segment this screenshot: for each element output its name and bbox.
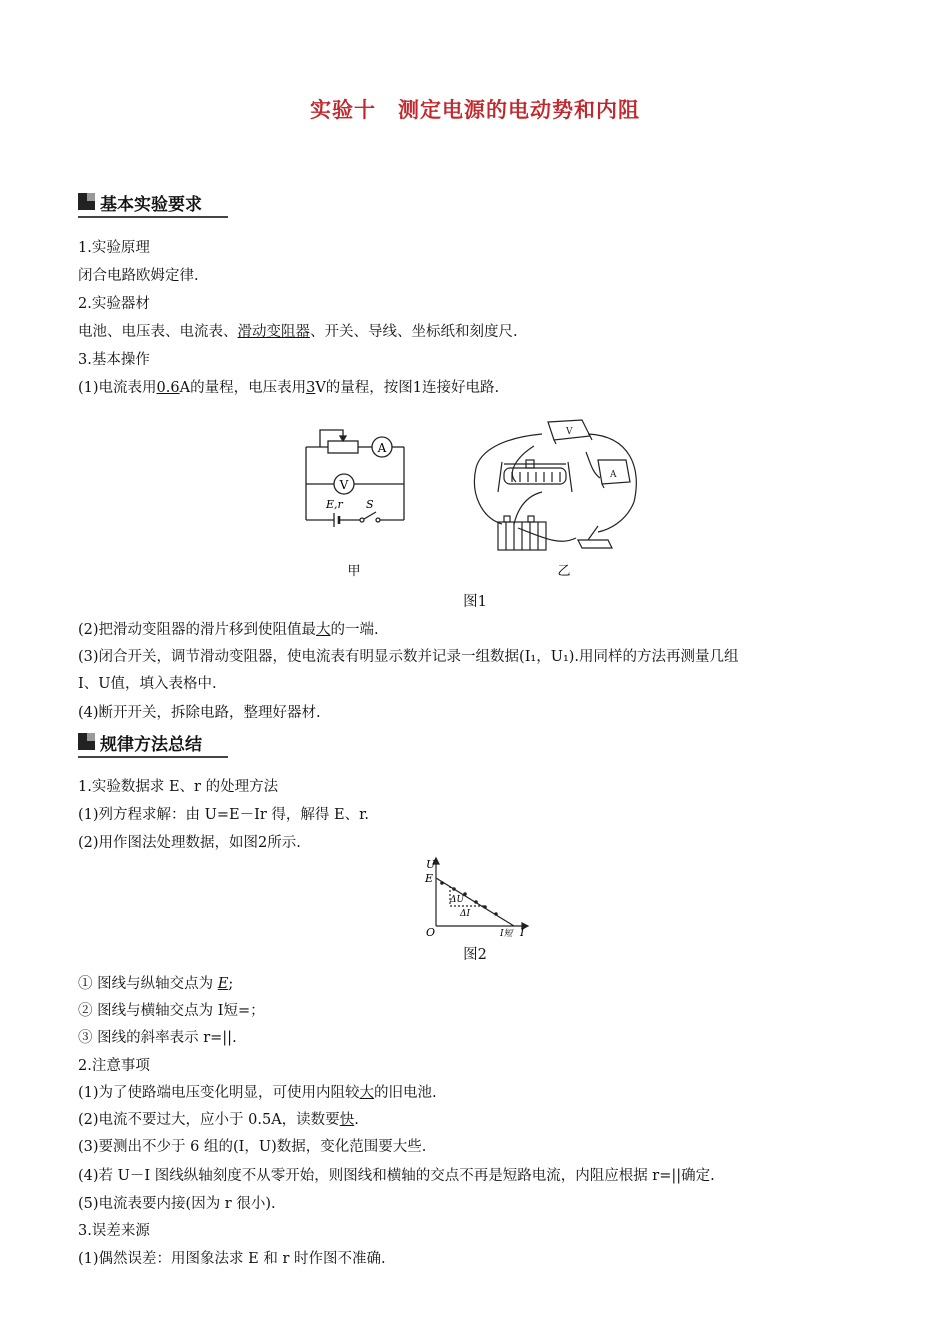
origin-label: O (426, 926, 436, 939)
text-span: 、开关、导线、坐标纸和刻度尺. (310, 324, 518, 340)
text-span: (2)把滑动变阻器的滑片移到使阻值最 (78, 622, 317, 638)
figure-caption: 图1 (463, 594, 487, 610)
text-span: ① 图线与纵轴交点为 (78, 976, 218, 992)
figure-label-left: 甲 (347, 564, 361, 579)
section-heading-label: 基本实验要求 (100, 195, 202, 215)
text-line (78, 322, 518, 342)
svg-text:A: A (610, 470, 617, 480)
text-line (78, 974, 233, 994)
text-span: 的一端. (330, 622, 379, 638)
text-span: A的量程，电压表用 (179, 380, 307, 396)
text-line: ② 图线与横轴交点为 I短=； (78, 1003, 265, 1019)
text-line (78, 378, 499, 398)
text-span: 的旧电池. (374, 1085, 437, 1101)
y-intercept-label: E (425, 872, 434, 885)
delta-i-label: ΔI (460, 909, 471, 919)
section-underline (78, 756, 228, 758)
section-underline (78, 216, 228, 218)
text-line: 2.实验器材 (78, 296, 150, 312)
text-line: 2.注意事项 (78, 1058, 150, 1074)
text-line: (4)若 U－I 图线纵轴刻度不从零开始，则图线和横轴的交点不再是短路电流，内阻应根据 r=||确定. (78, 1168, 715, 1184)
x-axis-label: I (520, 926, 525, 939)
text-span: (1)为了使路端电压变化明显，可使用内阻较 (78, 1085, 360, 1101)
section-marker-icon (78, 733, 95, 750)
underlined-answer: 0.6 (156, 380, 180, 396)
svg-text:V: V (566, 427, 573, 437)
text-line (78, 1110, 359, 1130)
text-span: V的量程，按图1连接好电路. (315, 380, 500, 396)
section-marker-icon (78, 193, 95, 210)
switch-device (578, 540, 612, 548)
underlined-answer: 滑动变阻器 (237, 324, 310, 340)
text-line: (1)列方程求解：由 U=E－Ir 得，解得 E、r. (78, 807, 370, 823)
text-line: 3.误差来源 (78, 1223, 150, 1239)
page-title: 实验十 测定电源的电动势和内阻 (310, 98, 640, 122)
underlined-answer: 快 (339, 1112, 355, 1128)
figure-2-uI-graph (420, 856, 530, 940)
voltmeter-label: V (339, 478, 349, 492)
rheostat-device (504, 468, 566, 484)
circuit-diagram (306, 430, 404, 527)
text-line (78, 1083, 437, 1103)
text-line: I、U值，填入表格中. (78, 676, 217, 692)
underlined-answer: 3 (306, 380, 316, 396)
rheostat-symbol (328, 441, 358, 453)
underlined-answer: 大 (316, 622, 331, 638)
text-line: (1)偶然误差：用图象法求 E 和 r 时作图不准确. (78, 1251, 386, 1267)
underlined-answer: 大 (359, 1085, 375, 1101)
text-line: (3)要测出不少于 6 组的(I，U)数据，变化范围要大些. (78, 1139, 427, 1155)
y-axis-label: U (426, 858, 436, 871)
figure-1 (290, 412, 660, 584)
text-span: (2)电流不要过大，应小于 0.5A，读数要 (78, 1112, 340, 1128)
text-line: (5)电流表要内接(因为 r 很小). (78, 1196, 276, 1212)
text-line: (3)闭合开关，调节滑动变阻器，使电流表有明显示数并记录一组数据(I₁，U₁).用同样的方法再测量几组 (78, 649, 739, 665)
text-line: 1.实验数据求 E、r 的处理方法 (78, 779, 279, 795)
figure-caption: 图2 (463, 947, 487, 963)
text-span: (1)电流表用 (78, 380, 157, 396)
text-line: (2)用作图法处理数据，如图2所示. (78, 835, 301, 851)
text-span: ; (228, 976, 234, 992)
text-span: 电池、电压表、电流表、 (78, 324, 238, 340)
text-line: ③ 图线的斜率表示 r=||. (78, 1030, 237, 1046)
text-line (78, 620, 379, 640)
figure-label-right: 乙 (557, 564, 571, 579)
underlined-answer: E (217, 976, 229, 992)
delta-u-label: ΔU (450, 895, 465, 905)
x-intercept-label: I短 (500, 929, 513, 939)
section-heading-label: 规律方法总结 (100, 735, 202, 755)
apparatus-sketch (474, 420, 636, 550)
text-line: 闭合电路欧姆定律. (78, 268, 199, 284)
ammeter-label: A (377, 441, 387, 455)
switch-label: S (366, 498, 374, 511)
text-line: 1.实验原理 (78, 240, 150, 256)
text-line: 3.基本操作 (78, 352, 150, 368)
battery-label: E,r (326, 498, 343, 511)
text-line: (4)断开开关，拆除电路，整理好器材. (78, 705, 321, 721)
text-span: . (354, 1112, 359, 1128)
